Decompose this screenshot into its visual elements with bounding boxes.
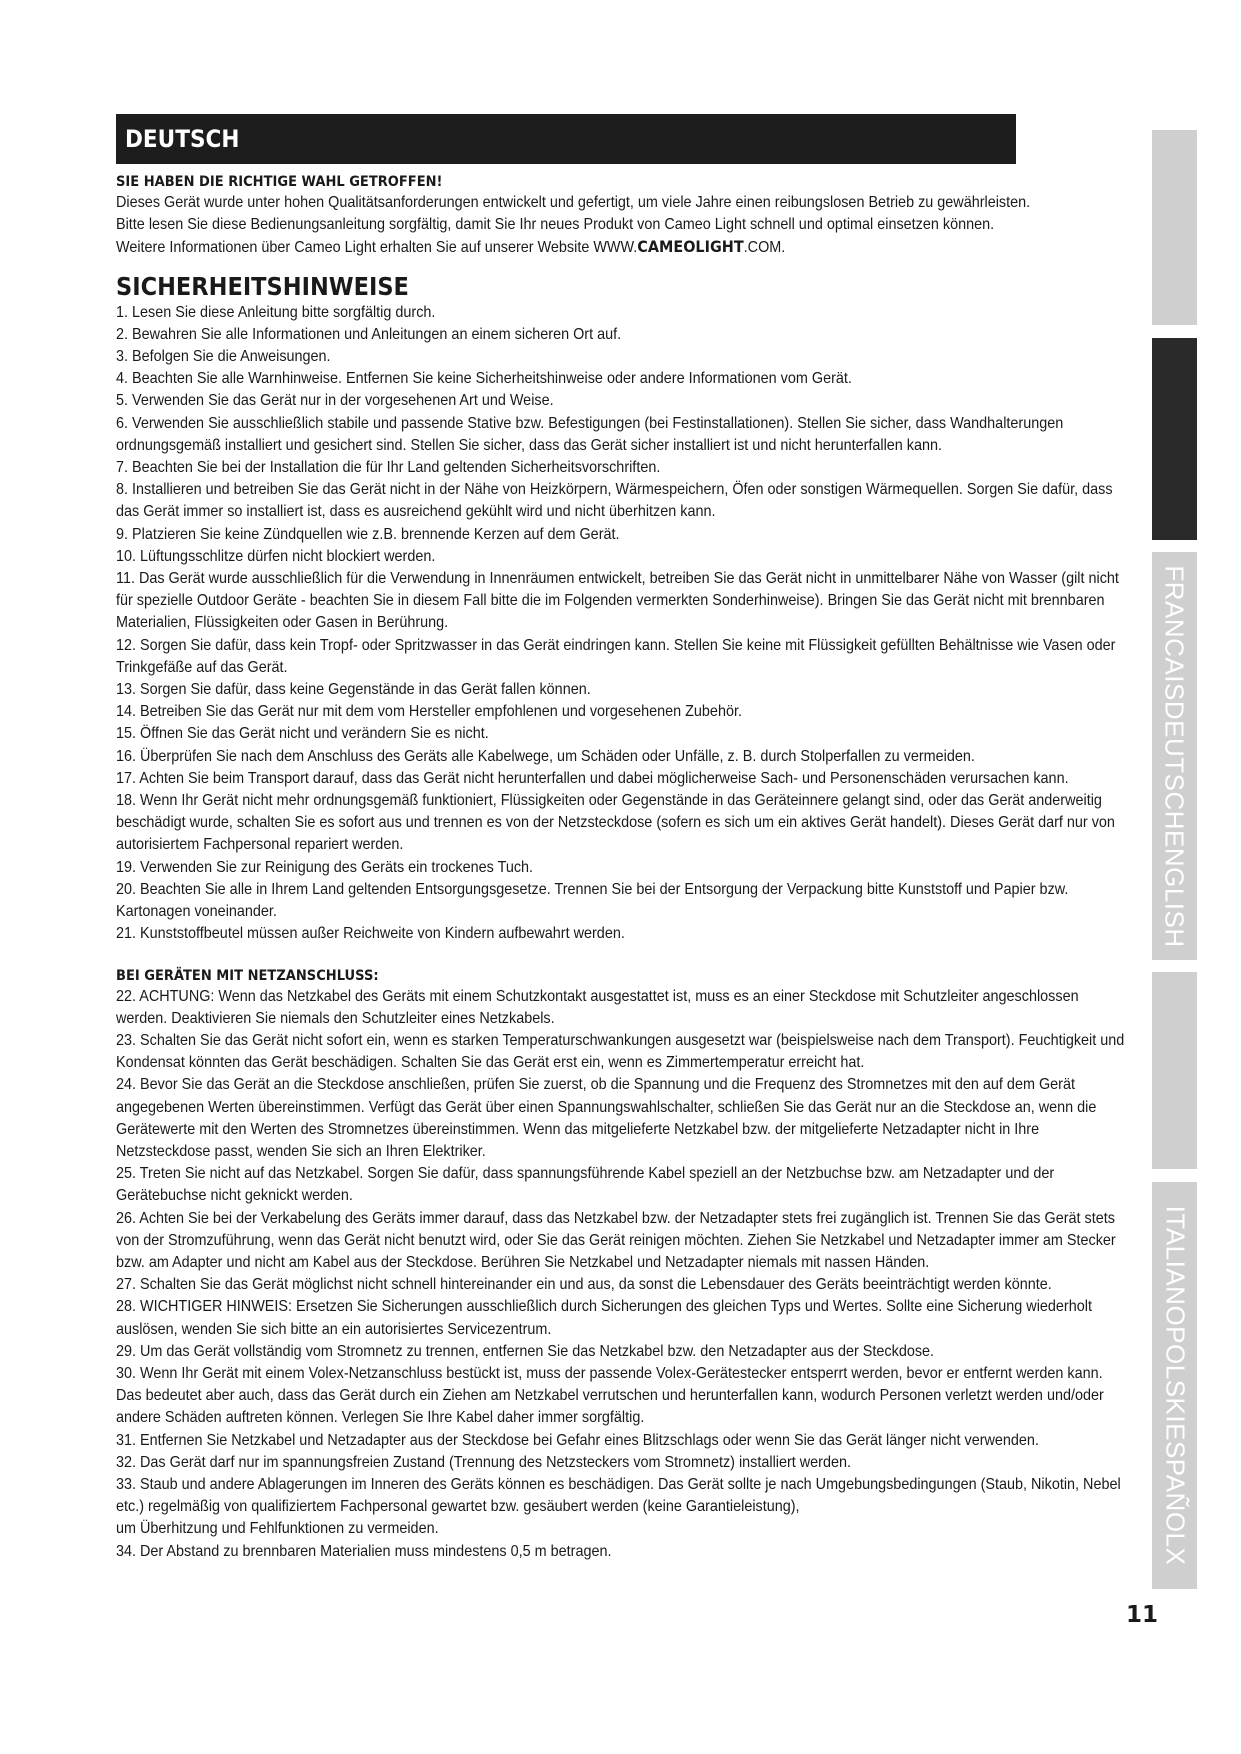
intro-line: Bitte lesen Sie diese Bedienungsanleitung sorgfältig, damit Sie Ihr neues Produkt von Cameo Light schnell und optimal einsetzen können. bbox=[116, 216, 995, 234]
list-item: 9. Platzieren Sie keine Zündquellen wie z.B. brennende Kerzen auf dem Gerät. bbox=[116, 525, 620, 543]
list-item: 18. Wenn Ihr Gerät nicht mehr ordnungsgemäß funktioniert, Flüssigkeiten oder Gegenstände in das Geräteinnere gelangt sind, oder das Gerät anderweitig beschädigt wurde, schalten Sie es sofort aus und trennen es von der Netzsteckdose (sofern es sich um ein aktives Gerät handelt). Dieses Gerät darf nur von autorisiertem Fachpersonal repariert werden. bbox=[116, 792, 1115, 854]
list-item: 27. Schalten Sie das Gerät möglichst nicht schnell hintereinander ein und aus, da sonst die Lebensdauer des Geräts beeinträchtigt werden könnte. bbox=[116, 1276, 1052, 1294]
intro-line: Dieses Gerät wurde unter hohen Qualitätsanforderungen entwickelt und gefertigt, um viele Jahre einen reibungslosen Betrieb zu gewährleisten. bbox=[116, 194, 1031, 211]
list-item: 26. Achten Sie bei der Verkabelung des Geräts immer darauf, dass das Netzkabel bzw. der Netzadapter stets frei zugänglich ist. Trennen Sie das Gerät stets von der Stromzuführung, wenn das Gerät nicht benutzt wird, oder Sie das Gerät reinigen möchten. Ziehen Sie Netzkabel und Netzadapter immer am Stecker bzw. am Adapter und nicht am Kabel aus der Steckdose. Berühren Sie Netzkabel und Netzadapter niemals mit nassen Händen. bbox=[116, 1209, 1116, 1271]
list-item: 19. Verwenden Sie zur Reinigung des Geräts ein trockenes Tuch. bbox=[116, 858, 534, 876]
safety-list bbox=[116, 302, 1126, 946]
content bbox=[116, 172, 1126, 1563]
list-item: 31. Entfernen Sie Netzkabel und Netzadapter aus der Steckdose bei Gefahr eines Blitzschlags oder wenn Sie das Gerät länger nicht verwenden. bbox=[116, 1431, 1039, 1449]
list-item: um Überhitzung und Fehlfunktionen zu vermeiden. bbox=[116, 1520, 439, 1538]
website-line bbox=[116, 236, 1126, 259]
list-item: 25. Treten Sie nicht auf das Netzkabel. Sorgen Sie dafür, dass spannungsführende Kabel speziell an der Netzbuchse bzw. am Netzadapter und der Gerätebuchse nicht geknickt werden. bbox=[116, 1165, 1055, 1205]
list-item: 33. Staub und andere Ablagerungen im Inneren des Geräts können es beschädigen. Das Gerät sollte je nach Umgebungsbedingungen (Staub, Nikotin, Nebel etc.) regelmäßig von qualifiziertem Fachpersonal gewartet bzw. gesäubert werden (keine Garantieleistung), bbox=[116, 1475, 1121, 1516]
list-item: 22. ACHTUNG: Wenn das Netzkabel des Geräts mit einem Schutzkontakt ausgestattet ist, muss es an einer Steckdose mit Schutzleiter angeschlossen werden. Deaktivieren Sie niemals den Schutzleiter eines Netzkabels. bbox=[116, 987, 1079, 1027]
side-tab-label-2: ITALIANOPOLSKIESPAÑOLX bbox=[1160, 1205, 1190, 1566]
list-item: 4. Beachten Sie alle Warnhinweise. Entfernen Sie keine Sicherheitshinweise oder andere Informationen vom Gerät. bbox=[116, 370, 852, 388]
list-item: 14. Betreiben Sie das Gerät nur mit dem vom Hersteller empfohlenen und vorgesehenen Zubehör. bbox=[116, 703, 742, 721]
list-item: 10. Lüftungsschlitze dürfen nicht blockiert werden. bbox=[116, 547, 436, 565]
list-item: 2. Bewahren Sie alle Informationen und Anleitungen an einem sicheren Ort auf. bbox=[116, 325, 622, 343]
website-brand: CAMEOLIGHT bbox=[637, 237, 744, 257]
list-item: 20. Beachten Sie alle in Ihrem Land geltenden Entsorgungsgesetze. Trennen Sie bei der Entsorgung der Verpackung bitte Kunststoff und Papier bzw. Kartonagen voneinander. bbox=[116, 880, 1069, 921]
list-item: 17. Achten Sie beim Transport darauf, dass das Gerät nicht herunterfallen und dabei möglicherweise Sach- und Personenschäden verursachen kann. bbox=[116, 769, 1069, 787]
list-item: 15. Öffnen Sie das Gerät nicht und verändern Sie es nicht. bbox=[116, 725, 489, 743]
list-item: 1. Lesen Sie diese Anleitung bitte sorgfältig durch. bbox=[116, 303, 436, 321]
list-item: 12. Sorgen Sie dafür, dass kein Tropf- oder Spritzwasser in das Gerät eindringen kann. Stellen Sie keine mit Flüssigkeit gefüllten Behältnisse wie Vasen oder Trinkgefäße auf das Gerät. bbox=[116, 636, 1116, 676]
mains-heading: BEI GERÄTEN MIT NETZANSCHLUSS: bbox=[116, 967, 379, 984]
list-item: 30. Wenn Ihr Gerät mit einem Volex-Netzanschluss bestückt ist, muss der passende Volex-Gerätestecker entsperrt werden, bevor er entfernt werden kann. Das bedeutet aber auch, dass das Gerät durch ein Ziehen am Netzkabel verrutschen und herunterfallen kann, wodurch Personen verletzt werden und/oder andere Schäden auftreten können. Verlegen Sie Ihre Kabel daher immer sorgfältig. bbox=[116, 1364, 1104, 1427]
mains-list bbox=[116, 986, 1126, 1563]
list-item: 16. Überprüfen Sie nach dem Anschluss des Geräts alle Kabelwege, um Schäden oder Unfälle, z. B. durch Stolperfallen zu vermeiden. bbox=[116, 747, 975, 765]
list-item: 21. Kunststoffbeutel müssen außer Reichweite von Kindern aufbewahrt werden. bbox=[116, 925, 625, 943]
safety-heading: SICHERHEITSHINWEISE bbox=[116, 271, 409, 301]
intro-heading: SIE HABEN DIE RICHTIGE WAHL GETROFFEN! bbox=[116, 174, 443, 190]
list-item: 28. WICHTIGER HINWEIS: Ersetzen Sie Sicherungen ausschließlich durch Sicherungen des gleichen Typs und Wertes. Sollte eine Sicherung wiederholt auslösen, wenden Sie sich bitte an ein autorisiertes Servicezentrum. bbox=[116, 1298, 1092, 1338]
language-header: DEUTSCH bbox=[116, 114, 1016, 164]
list-item: 5. Verwenden Sie das Gerät nur in der vorgesehenen Art und Weise. bbox=[116, 392, 554, 410]
list-item: 13. Sorgen Sie dafür, dass keine Gegenstände in das Gerät fallen können. bbox=[116, 681, 591, 699]
website-prefix: Weitere Informationen über Cameo Light erhalten Sie auf unserer Website WWW. bbox=[116, 239, 638, 257]
list-item: 32. Das Gerät darf nur im spannungsfreien Zustand (Trennung des Netzsteckers vom Stromnetz) installiert werden. bbox=[116, 1453, 852, 1471]
list-item: 3. Befolgen Sie die Anweisungen. bbox=[116, 348, 331, 366]
website-suffix: .COM. bbox=[743, 239, 786, 257]
side-tab-label-1: FRANCAISDEUTSCHENGLISH bbox=[1160, 564, 1190, 948]
list-item: 7. Beachten Sie bei der Installation die für Ihr Land geltenden Sicherheitsvorschriften. bbox=[116, 459, 661, 477]
list-item: 11. Das Gerät wurde ausschließlich für die Verwendung in Innenräumen entwickelt, betreiben Sie das Gerät nicht in unmittelbarer Nähe von Wasser (gilt nicht für spezielle Outdoor Geräte - beachten Sie in diesem Fall bitte die im Folgenden vermerkten Sonderhinweise). Bringen Sie das Gerät nicht mit brennbaren Materialien, Flüssigkeiten oder Gasen in Berührung. bbox=[116, 570, 1119, 632]
list-item: 8. Installieren und betreiben Sie das Gerät nicht in der Nähe von Heizkörpern, Wärmespeichern, Öfen oder sonstigen Wärmequellen. Sorgen Sie dafür, dass das Gerät immer so installiert ist, dass es ausreichend gekühlt wird und nicht überhitzen kann. bbox=[116, 481, 1113, 521]
side-tab-blank-top bbox=[1152, 130, 1197, 325]
list-item: 29. Um das Gerät vollständig vom Stromnetz zu trennen, entfernen Sie das Netzkabel bzw. den Netzadapter aus der Steckdose. bbox=[116, 1342, 935, 1360]
side-tab-blank-middle bbox=[1152, 972, 1197, 1169]
side-tab-active bbox=[1152, 338, 1197, 540]
page-number: 11 bbox=[1125, 1602, 1158, 1628]
list-item: 6. Verwenden Sie ausschließlich stabile und passende Stative bzw. Befestigungen (bei Festinstallationen). Stellen Sie sicher, dass Wandhalterungen ordnungsgemäß installiert und gesichert sind. Stellen Sie sicher, dass das Gerät sicher installiert ist und nicht herunterfallen kann. bbox=[116, 414, 1064, 454]
list-item: 24. Bevor Sie das Gerät an die Steckdose anschließen, prüfen Sie zuerst, ob die Spannung und die Frequenz des Stromnetzes mit den auf dem Gerät angegebenen Werten übereinstimmen. Verfügt das Gerät über einen Spannungswahlschalter, schließen Sie das Gerät nur an die Steckdose an, wenn die Gerätewerte mit den Werten des Stromnetzes übereinstimmen. Wenn das mitgelieferte Netzkabel bzw. der mitgelieferte Netzadapter nicht in Ihre Netzsteckdose passt, wenden Sie sich an Ihren Elektriker. bbox=[116, 1076, 1097, 1160]
list-item: 34. Der Abstand zu brennbaren Materialien muss mindestens 0,5 m betragen. bbox=[116, 1542, 612, 1560]
list-item: 23. Schalten Sie das Gerät nicht sofort ein, wenn es starken Temperaturschwankungen ausgesetzt war (beispielsweise nach dem Transport). Feuchtigkeit und Kondensat könnten das Gerät beschädigen. Schalten Sie das Gerät erst ein, wenn es Zimmertemperatur erreicht hat. bbox=[116, 1031, 1125, 1072]
